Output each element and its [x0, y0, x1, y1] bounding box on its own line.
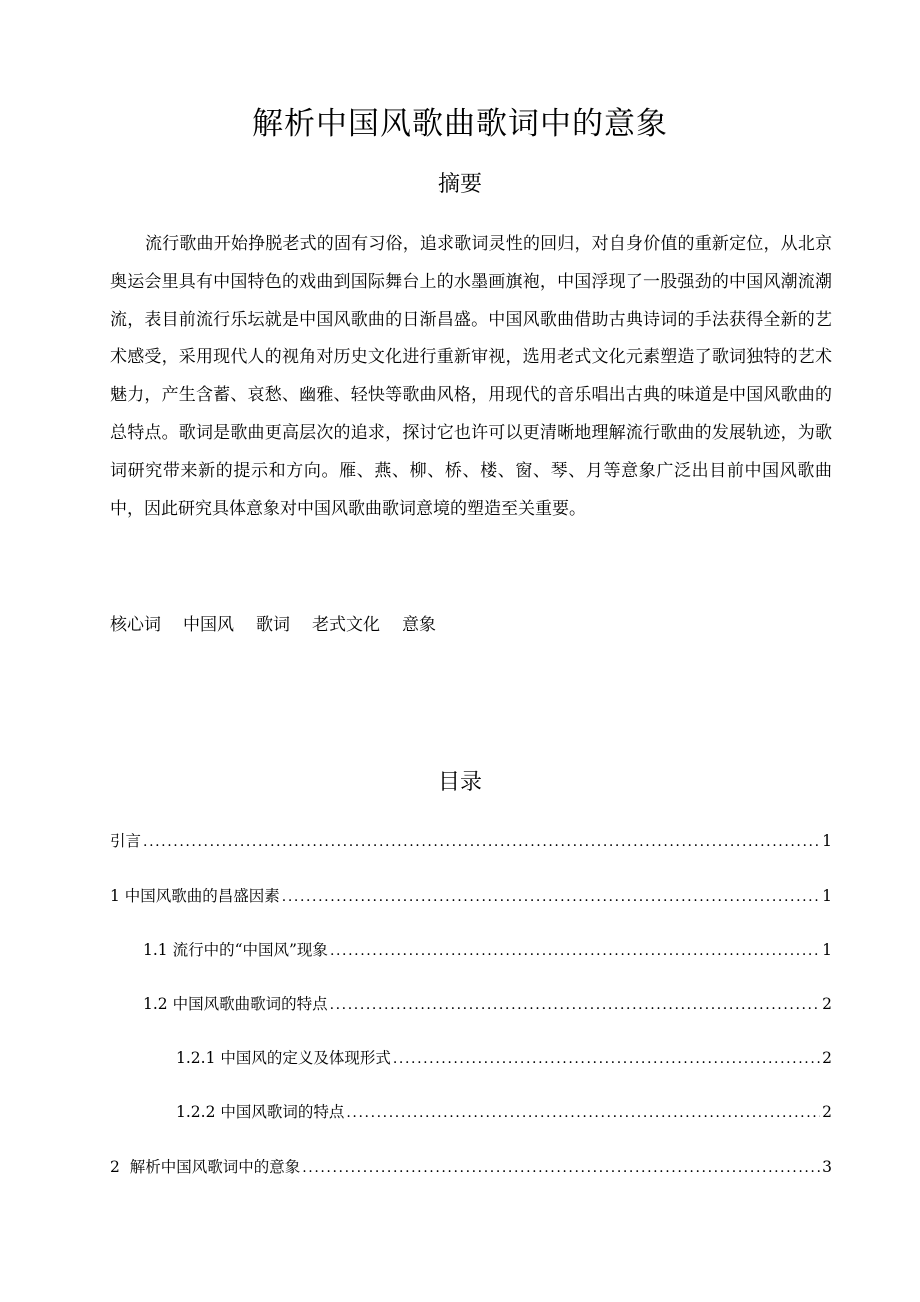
- toc-entry-title: 引言: [110, 832, 142, 850]
- toc-entry-page: 2: [822, 1103, 832, 1121]
- toc-entry-page: 2: [822, 1049, 832, 1067]
- toc-leader-dots: [346, 1101, 820, 1125]
- toc-entry-title: 2 解析中国风歌词中的意象: [110, 1158, 301, 1176]
- toc-entry[interactable]: [110, 884, 832, 909]
- abstract-heading: 摘要: [437, 172, 482, 197]
- toc-entry-page: 2: [822, 995, 832, 1013]
- toc-leader-dots: [330, 993, 821, 1017]
- document-title: 解析中国风歌曲歌词中的意象: [252, 106, 668, 142]
- keywords-label: 核心词: [110, 615, 161, 635]
- toc-entry-page: 1: [822, 887, 832, 905]
- toc-entry-page: 1: [822, 941, 832, 959]
- abstract-paragraph: 流行歌曲开始挣脱老式的固有习俗，追求歌词灵性的回归，对自身价值的重新定位，从北京奥运会里具有中国特色的戏曲到国际舞台上的水墨画旗袍，中国浮现了一股强劲的中国风潮流潮流，表目前流行乐坛就是中国风歌曲的日渐昌盛。中国风歌曲借助古典诗词的手法获得全新的艺术感受，采用现代人的视角对历史文化进行重新审视，选用老式文化元素塑造了歌词独特的艺术魅力，产生含蓄、哀愁、幽雅、轻快等歌曲风格，用现代的音乐唱出古典的味道是中国风歌曲的总特点。歌词是歌曲更高层次的追求，探讨它也许可以更清晰地理解流行歌曲的发展轨迹，为歌词研究带来新的提示和方向。雁、燕、柳、桥、楼、窗、琴、月等意象广泛出目前中国风歌曲中，因此研究具体意象对中国风歌曲歌词意境的塑造至关重要。: [110, 234, 832, 519]
- toc-entry-page: 3: [822, 1158, 832, 1176]
- toc-leader-dots: [302, 1156, 820, 1180]
- keywords-line: [110, 608, 436, 642]
- keyword-item: 意象: [402, 615, 436, 635]
- toc-entry[interactable]: [143, 992, 832, 1017]
- toc-heading: 目录: [437, 770, 482, 795]
- toc-entry[interactable]: [143, 938, 832, 963]
- toc-entry[interactable]: [176, 1100, 832, 1125]
- keyword-item: 歌词: [256, 615, 290, 635]
- toc-leader-dots: [143, 830, 820, 854]
- toc-entry-page: 1: [822, 832, 832, 850]
- toc-entry-title: 1.2.1 中国风的定义及体现形式: [176, 1049, 391, 1067]
- toc-entry-title: 1.2.2 中国风歌词的特点: [176, 1103, 345, 1121]
- toc-entry[interactable]: [176, 1046, 832, 1071]
- keyword-item: 中国风: [183, 615, 234, 635]
- toc-leader-dots: [393, 1047, 820, 1071]
- keyword-item: 老式文化: [312, 615, 380, 635]
- toc-leader-dots: [282, 885, 820, 909]
- toc-entry[interactable]: [110, 1155, 832, 1180]
- toc-entry-title: 1 中国风歌曲的昌盛因素: [110, 887, 280, 905]
- toc-entry-title: 1.2 中国风歌曲歌词的特点: [143, 995, 328, 1013]
- toc-leader-dots: [330, 939, 820, 963]
- toc-entry[interactable]: [110, 829, 832, 854]
- toc-entry-title: 1.1 流行中的“中国风”现象: [143, 941, 328, 959]
